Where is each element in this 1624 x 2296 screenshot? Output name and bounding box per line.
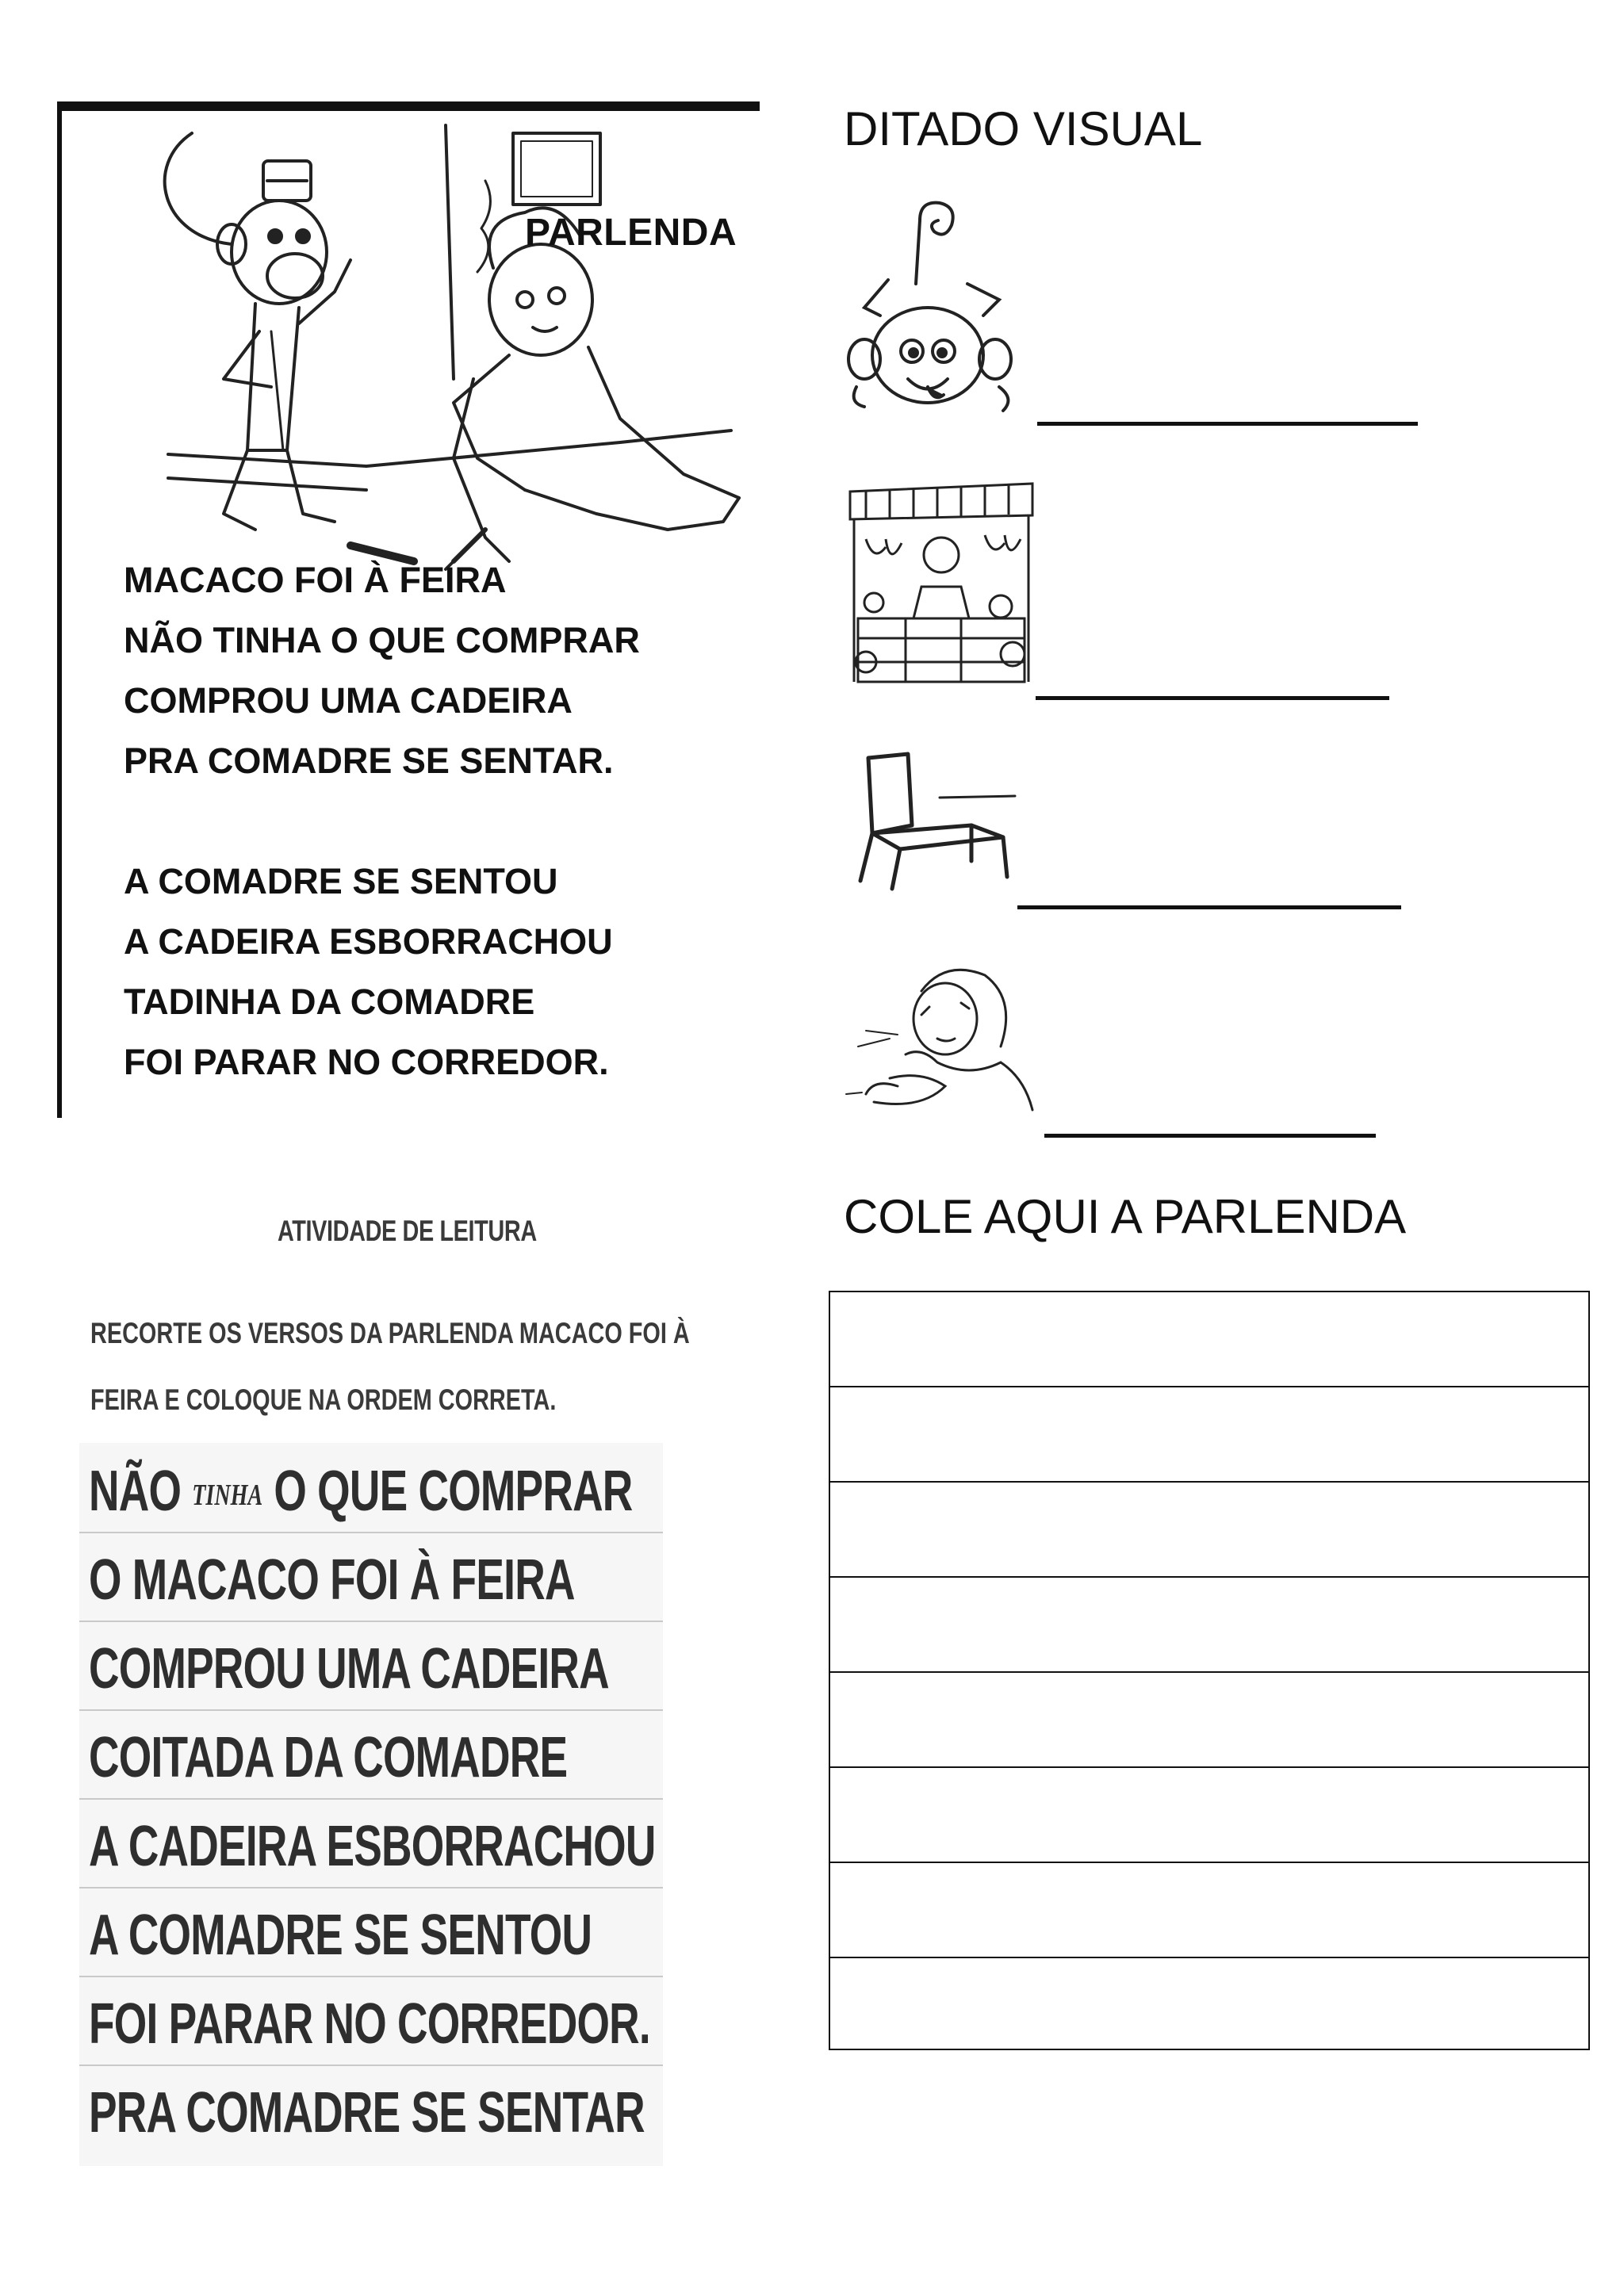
ditado-title: DITADO VISUAL	[844, 102, 1203, 155]
verse-strip-row[interactable]	[79, 2064, 663, 2153]
verse-strip-row[interactable]	[79, 1976, 663, 2066]
tinha-word: TINHA	[192, 1478, 263, 1512]
paste-grid[interactable]	[829, 1291, 1590, 2050]
answer-line-1[interactable]	[1037, 422, 1418, 426]
instruction-line: FEIRA E COLOQUE NA ORDEM CORRETA.	[90, 1383, 557, 1416]
paste-row-divider	[830, 1957, 1588, 1958]
poem	[124, 550, 640, 1093]
stanza-gap	[124, 791, 640, 851]
cole-title: COLE AQUI A PARLENDA	[844, 1190, 1407, 1243]
panel-top-border	[57, 101, 760, 111]
poem-line: NÃO TINHA O QUE COMPRAR	[124, 620, 640, 660]
paste-row-divider	[830, 1671, 1588, 1673]
verse-text: O MACACO FOI À FEIRA	[89, 1548, 575, 1612]
verse-text: A COMADRE SE SENTOU	[89, 1904, 592, 1967]
parlenda-panel	[57, 101, 760, 1118]
paste-row-divider	[830, 1576, 1588, 1578]
parlenda-title: PARLENDA	[525, 212, 737, 254]
instruction-line: RECORTE OS VERSOS DA PARLENDA MACACO FOI À	[90, 1317, 690, 1349]
chair-icon	[852, 750, 1027, 893]
paste-row-divider	[830, 1862, 1588, 1863]
woman-icon	[842, 959, 1040, 1118]
poem-line: FOI PARAR NO CORREDOR.	[124, 1042, 609, 1082]
paste-row-divider	[830, 1766, 1588, 1768]
monkey-icon	[841, 197, 1037, 415]
atividade-instruction	[90, 1300, 777, 1433]
answer-line-2[interactable]	[1036, 696, 1389, 700]
poem-line: PRA COMADRE SE SENTAR.	[124, 740, 614, 781]
verse-text: NÃO TINHA O QUE COMPRAR	[89, 1460, 633, 1523]
verse-text: COMPROU UMA CADEIRA	[89, 1637, 609, 1701]
answer-line-3[interactable]	[1017, 905, 1401, 909]
verse-strip-row[interactable]	[79, 1532, 663, 1622]
market-stall-icon	[842, 468, 1040, 694]
paste-row-divider	[830, 1386, 1588, 1387]
verse-strip	[79, 1443, 663, 2166]
poem-line: TADINHA DA COMADRE	[124, 982, 535, 1022]
verse-strip-row[interactable]	[79, 1443, 663, 1533]
panel-left-border	[57, 101, 62, 1118]
verse-text: PRA COMADRE SE SENTAR	[89, 2081, 645, 2145]
verse-strip-row[interactable]	[79, 1887, 663, 1977]
poem-line: A COMADRE SE SENTOU	[124, 861, 558, 901]
verse-text: FOI PARAR NO CORREDOR.	[89, 1992, 650, 2056]
verse-text: COITADA DA COMADRE	[89, 1726, 568, 1789]
verse-text: A CADEIRA ESBORRACHOU	[89, 1815, 656, 1878]
verse-strip-row[interactable]	[79, 1798, 663, 1888]
poem-line: COMPROU UMA CADEIRA	[124, 680, 573, 721]
verse-strip-row[interactable]	[79, 1621, 663, 1711]
atividade-title: ATIVIDADE DE LEITURA	[278, 1215, 537, 1247]
paste-row-divider	[830, 1481, 1588, 1483]
poem-line: MACACO FOI À FEIRA	[124, 560, 507, 600]
answer-line-4[interactable]	[1044, 1134, 1376, 1138]
poem-line: A CADEIRA ESBORRACHOU	[124, 921, 613, 962]
verse-strip-row[interactable]	[79, 1709, 663, 1800]
